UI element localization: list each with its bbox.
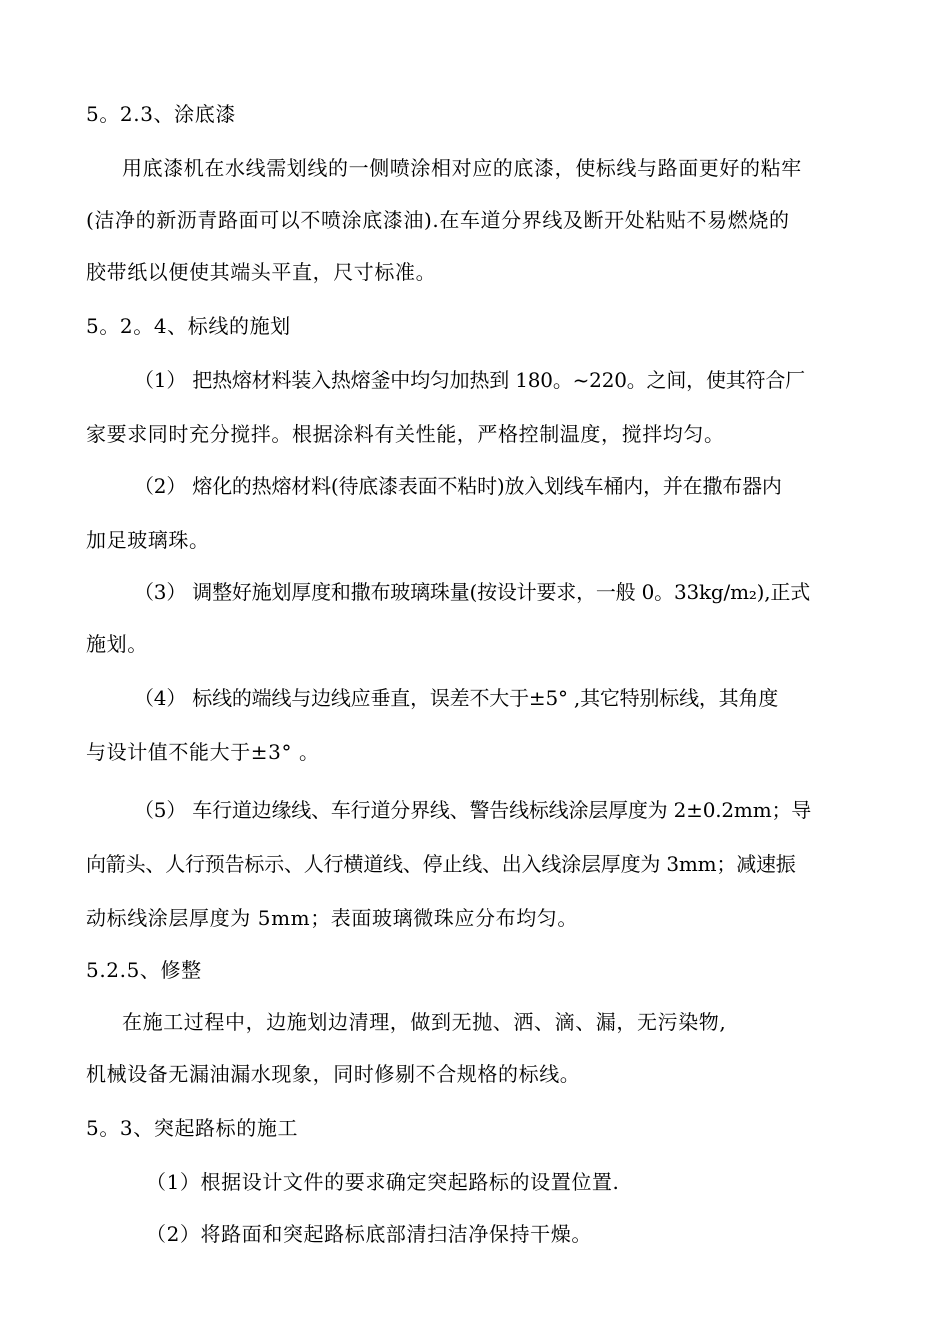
paragraph-line: 加足玻璃珠。: [86, 528, 210, 552]
list-item-1: （1） 把热熔材料装入热熔釜中均匀加热到 180。~220。之间，使其符合厂: [134, 368, 805, 392]
section-heading-5-3: 5。3、突起路标的施工: [86, 1116, 299, 1140]
paragraph-line: 机械设备无漏油漏水现象，同时修剔不合规格的标线。: [86, 1062, 581, 1086]
list-item-2: （2） 熔化的热熔材料(待底漆表面不粘时)放入划线车桶内，并在撒布器内: [134, 474, 782, 498]
section-heading-5-2-5: 5.2.5、修整: [86, 958, 202, 982]
paragraph-line: 施划。: [86, 632, 148, 656]
paragraph-line: 家要求同时充分搅拌。根据涂料有关性能，严格控制温度，搅拌均匀。: [86, 422, 725, 446]
paragraph-line: 动标线涂层厚度为 5mm；表面玻璃微珠应分布均匀。: [86, 906, 579, 930]
paragraph-line: 向箭头、人行预告标示、人行横道线、停止线、出入线涂层厚度为 3mm；减速振: [86, 852, 796, 876]
paragraph-line: (洁净的新沥青路面可以不喷涂底漆油).在车道分界线及断开处粘贴不易燃烧的: [86, 208, 790, 232]
list-item-step-1: （1）根据设计文件的要求确定突起路标的设置位置.: [146, 1170, 620, 1194]
list-item-5: （5） 车行道边缘线、车行道分界线、警告线标线涂层厚度为 2±0.2mm；导: [134, 798, 812, 822]
paragraph-line: 胶带纸以便使其端头平直，尺寸标准。: [86, 260, 437, 284]
list-item-4: （4） 标线的端线与边线应垂直，误差不大于±5° ,其它特别标线，其角度: [134, 686, 779, 710]
paragraph-line: 在施工过程中，边施划边清理，做到无抛、洒、滴、漏，无污染物,: [122, 1010, 727, 1034]
list-item-3: （3） 调整好施划厚度和撒布玻璃珠量(按设计要求，一般 0。33kg/m₂),正式: [134, 580, 811, 604]
section-heading-5-2-3: 5。2.3、涂底漆: [86, 102, 236, 126]
paragraph-line: 与设计值不能大于±3° 。: [86, 740, 320, 764]
paragraph-line: 用底漆机在水线需划线的一侧喷涂相对应的底漆，使标线与路面更好的粘牢: [122, 156, 802, 180]
section-heading-5-2-4: 5。2。4、标线的施划: [86, 314, 291, 338]
list-item-step-2: （2）将路面和突起路标底部清扫洁净保持干燥。: [146, 1222, 592, 1246]
